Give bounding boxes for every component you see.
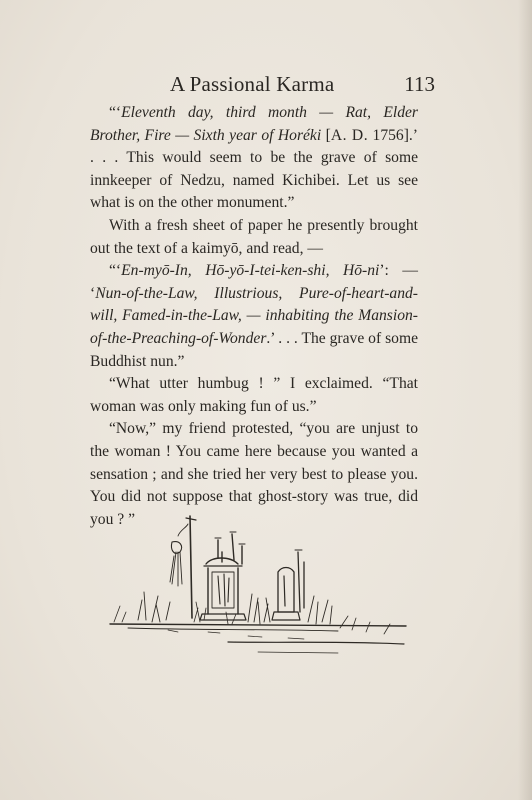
- era-abbreviation: A. D.: [330, 126, 369, 144]
- paragraph: “‘Eleventh day, third month — Rat, Elder Brother, Fire — Sixth year of Horéki [A. D. 1756].’ . . . This would seem to be the grave of some innkeeper of Nedzu, named Kichibei. Let us see what is on the other monument.”: [90, 104, 419, 212]
- running-head: A Passional Karma: [170, 72, 335, 96]
- italic-kaimyo: En-myō-In, Hō-yō-I-tei-ken-shi, Hō-ni: [121, 262, 380, 280]
- page-header: [90, 72, 435, 100]
- paragraph: “What utter humbug ! ” I exclaimed. “That woman was only making fun of us.”: [90, 375, 418, 415]
- paragraph: With a fresh sheet of paper he presently brought out the text of a kaimyō, and read, —: [90, 216, 418, 257]
- paragraph: “Now,” my friend protested, “you are unjust to the woman ! You came here because you wanted a sensation ; and she tried her very best to please you. You did not suppose that ghost-story was true, did you ? ”: [90, 420, 418, 528]
- paragraph: “‘En-myō-In, Hō-yō-I-tei-ken-shi, Hō-ni’: — ‘Nun-of-the-Law, Illustrious, Pure-of-heart-and-will, Famed-in-the-Law, — inhabiting the Mansion-of-the-Preaching-of-Wonder.’ . . . The grave of some Buddhist nun.”: [90, 262, 418, 370]
- page-edge-shadow: [518, 0, 532, 800]
- italic-inscription: Eleventh day, third month — Rat, Elder Brother, Fire — Sixth year of Horéki: [90, 104, 418, 144]
- body-text: [90, 102, 418, 531]
- graveyard-illustration: [108, 512, 408, 672]
- italic-translation: Nun-of-the-Law, Illustrious, Pure-of-heart-and-will, Famed-in-the-Law, — inhabiting the Mansion-of-the-Preaching-of-Wonder: [90, 284, 418, 347]
- page-number: 113: [404, 72, 435, 96]
